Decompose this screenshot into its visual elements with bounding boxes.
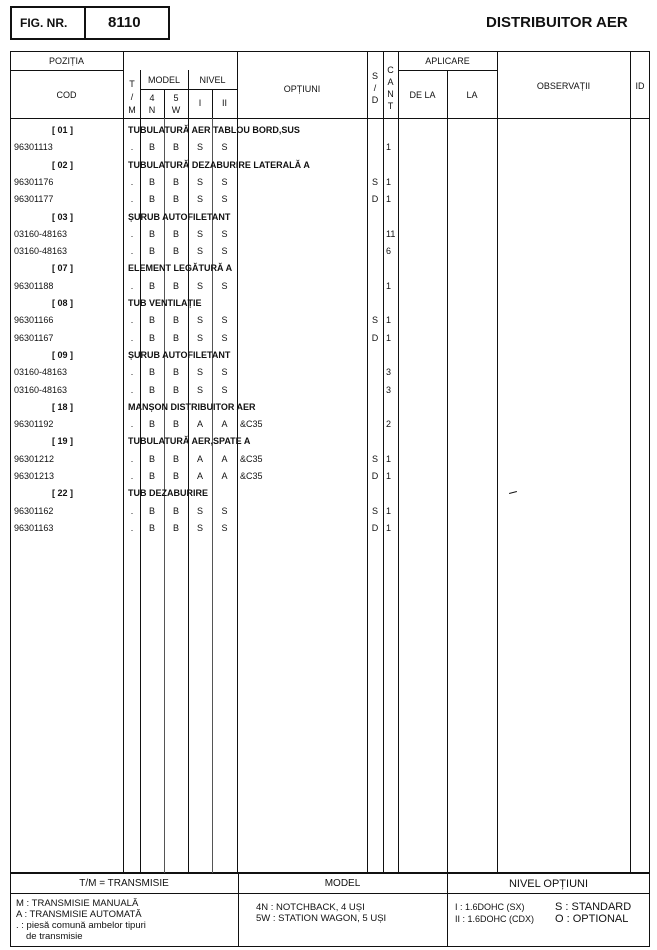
part-n4: B [148,194,155,204]
part-ii: S [221,506,228,516]
part-w5: B [172,471,179,481]
part-side: S [371,315,378,325]
group-position: [ 22 ] [52,488,74,498]
part-ii: S [221,177,228,187]
header-pozitia: POZIȚIA [48,56,84,66]
header-aplicare: APLICARE [425,56,470,66]
part-code: 03160-48163 [14,385,68,395]
fig-divider [84,6,86,40]
header-optiuni: OPȚIUNI [283,84,321,94]
legend-nivel-o: O : OPTIONAL [555,913,629,925]
group-position: [ 01 ] [52,125,74,135]
part-i: S [196,142,203,152]
page-title: DISTRIBUITOR AER [486,14,628,31]
part-w5: B [172,523,179,533]
header-observatii: OBSERVAȚII [536,81,591,91]
header-cant-1: C [387,65,394,75]
part-ii: S [221,246,228,256]
header-cod: COD [56,90,77,100]
part-w5: B [172,419,179,429]
col-line-dela [447,70,448,873]
part-quantity: 1 [386,281,392,291]
part-i: A [196,454,203,464]
part-ii: S [221,194,228,204]
part-ii: A [221,454,228,464]
part-ii: S [221,367,228,377]
header-cant-4: T [387,101,394,111]
part-option: &C35 [240,419,263,429]
part-n4: B [148,246,155,256]
part-tm: . [130,367,134,377]
part-i: S [196,367,203,377]
header-4n-b: N [148,105,156,115]
part-tm: . [130,281,134,291]
part-i: A [196,471,203,481]
part-ii: S [221,315,228,325]
part-n4: B [148,281,155,291]
header-tm-3: M [128,105,136,115]
legend-model-title: MODEL [324,878,361,889]
part-tm: . [130,194,134,204]
pozitia-line [10,70,123,71]
part-n4: B [148,454,155,464]
part-ii: S [221,281,228,291]
legend-tm-title: T/M = TRANSMISIE [79,878,169,889]
part-side: D [371,333,379,343]
group-position: [ 07 ] [52,263,74,273]
group-position: [ 19 ] [52,436,74,446]
part-i: S [196,194,203,204]
part-quantity: 6 [386,246,392,256]
part-code: 96301188 [14,281,54,291]
part-i: S [196,333,203,343]
header-sd-2: / [373,83,377,93]
legend-nivel-i: I : 1.6DOHC (SX) [455,902,525,912]
part-tm: . [130,419,134,429]
part-code: 03160-48163 [14,367,68,377]
legend-nivel-title: NIVEL OPȚIUNI [508,878,589,890]
part-w5: B [172,333,179,343]
part-tm: . [130,177,134,187]
part-side: D [371,194,379,204]
part-ii: S [221,142,228,152]
group-position: [ 09 ] [52,350,74,360]
group-name: ȘURUB AUTOFILETANT [128,350,231,360]
legend-nivel-ii: II : 1.6DOHC (CDX) [455,914,535,924]
part-n4: B [148,333,155,343]
part-w5: B [172,454,179,464]
part-quantity: 1 [386,333,392,343]
header-cant-2: A [387,77,394,87]
part-w5: B [172,246,179,256]
header-4n-a: 4 [149,93,155,103]
part-w5: B [172,194,179,204]
header-bottom-line [10,118,650,119]
col-line-obs [630,51,631,873]
col-line-sd [383,51,384,873]
part-side: D [371,471,379,481]
part-quantity: 1 [386,177,392,187]
part-code: 96301166 [14,315,54,325]
part-quantity: 3 [386,385,392,395]
part-quantity: 1 [386,523,392,533]
part-w5: B [172,177,179,187]
part-tm: . [130,454,134,464]
part-code: 96301162 [14,506,54,516]
part-i: S [196,229,203,239]
header-id: ID [635,81,645,91]
part-ii: A [221,419,228,429]
part-code: 96301163 [14,523,54,533]
legend-tm-m: M : TRANSMISIE MANUALĂ [16,898,139,909]
group-name: TUBULATURĂ DEZABURIRE LATERALĂ A [128,160,310,170]
legend-model-4n: 4N : NOTCHBACK, 4 UȘI [256,902,365,913]
part-quantity: 11 [386,229,396,239]
part-ii: S [221,523,228,533]
part-w5: B [172,142,179,152]
part-n4: B [148,315,155,325]
part-n4: B [148,506,155,516]
fig-number: 8110 [108,14,141,31]
part-i: S [196,385,203,395]
header-tm-2: / [130,92,134,102]
fig-label: FIG. NR. [20,16,68,30]
part-n4: B [148,142,155,152]
group-name: ELEMENT LEGĂTURĂ A [128,263,233,273]
part-quantity: 1 [386,315,392,325]
part-ii: S [221,229,228,239]
part-quantity: 1 [386,142,392,152]
legend-tm-dot-cont: de transmisie [26,931,83,942]
part-quantity: 1 [386,506,392,516]
part-code: 96301177 [14,194,54,204]
part-n4: B [148,419,155,429]
part-side: S [371,454,378,464]
part-tm: . [130,523,134,533]
part-tm: . [130,246,134,256]
col-line-nivel [237,51,238,873]
header-nivel-ii: II [221,98,227,108]
part-i: S [196,506,203,516]
part-tm: . [130,506,134,516]
part-option: &C35 [240,454,263,464]
group-name: ȘURUB AUTOFILETANT [128,212,231,222]
part-tm: . [130,142,134,152]
part-w5: B [172,506,179,516]
part-code: 96301167 [14,333,54,343]
header-nivel-i: I [198,98,202,108]
legend-model-5w: 5W : STATION WAGON, 5 UȘI [256,913,387,924]
part-tm: . [130,229,134,239]
legend-nivel-s: S : STANDARD [555,901,632,913]
part-n4: B [148,177,155,187]
part-n4: B [148,367,155,377]
part-w5: B [172,385,179,395]
part-tm: . [130,315,134,325]
col-line-cant [398,51,399,873]
part-quantity: 1 [386,471,392,481]
part-option: &C35 [240,471,263,481]
part-ii: S [221,385,228,395]
header-sd-1: S [371,71,378,81]
part-tm: . [130,471,134,481]
legend-header-line [10,893,650,894]
part-i: S [196,315,203,325]
part-w5: B [172,315,179,325]
part-code: 96301176 [14,177,54,187]
group-name: MANȘON DISTRIBUITOR AER [128,402,256,412]
group-name: TUBULATURĂ AER TABLOU BORD,SUS [128,125,300,135]
header-de-la: DE LA [409,90,436,100]
part-code: 96301212 [14,454,55,464]
part-code: 96301113 [14,142,53,152]
part-quantity: 1 [386,454,392,464]
part-ii: S [221,333,228,343]
legend-tm-dot: . : piesă comună ambelor tipuri [16,920,146,931]
part-i: S [196,177,203,187]
part-tm: . [130,385,134,395]
group-position: [ 08 ] [52,298,74,308]
part-n4: B [148,229,155,239]
header-sd-3: D [371,95,379,105]
part-n4: B [148,385,155,395]
part-tm: . [130,333,134,343]
header-la: LA [466,90,478,100]
group-position: [ 18 ] [52,402,74,412]
part-side: S [371,177,378,187]
part-quantity: 1 [386,194,392,204]
part-ii: A [221,471,228,481]
group-name: TUB VENTILAȚIE [128,298,202,308]
part-code: 03160-48163 [14,246,68,256]
part-code: 96301213 [14,471,55,481]
group-position: [ 02 ] [52,160,74,170]
part-i: A [196,419,203,429]
part-side: S [371,506,378,516]
part-i: S [196,523,203,533]
header-cant-3: N [387,89,394,99]
header-5w-a: 5 [173,93,179,103]
group-position: [ 03 ] [52,212,74,222]
part-n4: B [148,471,155,481]
part-i: S [196,246,203,256]
part-w5: B [172,229,179,239]
legend-tm-a: A : TRANSMISIE AUTOMATĂ [16,909,142,920]
part-i: S [196,281,203,291]
parts-table-frame [10,51,650,873]
part-side: D [371,523,379,533]
part-quantity: 3 [386,367,392,377]
part-n4: B [148,523,155,533]
header-5w-b: W [171,105,181,115]
group-name: TUBULATURĂ AER,SPATE A [128,436,251,446]
group-name: TUB DEZABURIRE [128,488,208,498]
part-w5: B [172,367,179,377]
header-nivel: NIVEL [199,75,226,85]
part-code: 96301192 [14,419,54,429]
part-w5: B [172,281,179,291]
part-code: 03160-48163 [14,229,68,239]
header-tm-1: T [129,79,135,89]
part-quantity: 2 [386,419,392,429]
col-line-la [497,51,498,873]
header-model: MODEL [147,75,180,85]
